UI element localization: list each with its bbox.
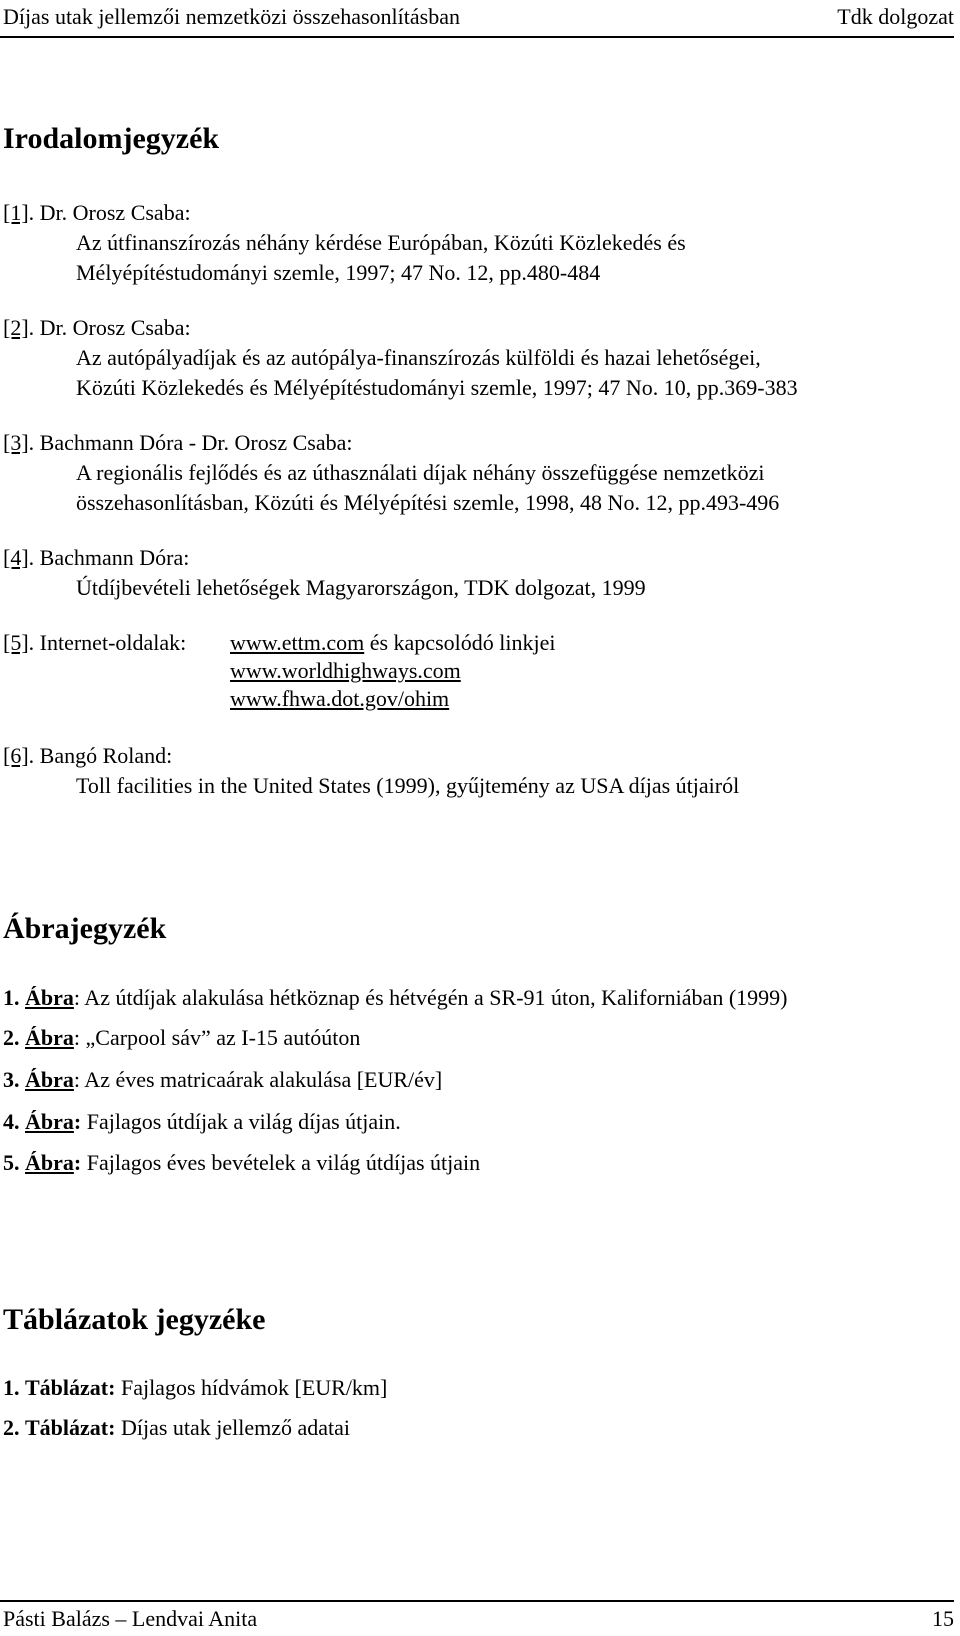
reference-5-link-row-1 [230,630,555,656]
reference-3-number: [3] [3,430,29,455]
reference-1-head [3,200,191,226]
reference-5-link-row-3 [230,686,449,712]
reference-1-line-1: Az útfinanszírozás néhány kérdése Európában, Közúti Közlekedés és [76,230,686,255]
figure-4-number: 4. [3,1109,20,1134]
reference-1-number: [1] [3,200,29,225]
table-1-number: 1. [3,1375,20,1400]
figure-1 [3,985,787,1011]
figure-2-sep: : [73,1025,81,1050]
figure-4-sep: : [73,1109,82,1134]
reference-4-author: . Bachmann Dóra: [28,545,190,570]
figures-heading: Ábrajegyzék [3,912,167,945]
figure-4 [3,1109,401,1135]
reference-3-author: . Bachmann Dóra - Dr. Orosz Csaba: [28,430,353,455]
link-ettm[interactable]: www.ettm.com [230,630,365,655]
figure-2 [3,1025,360,1051]
reference-1-author: . Dr. Orosz Csaba: [28,200,191,225]
figure-3-sep: : [73,1067,81,1092]
figure-1-label: Ábra [25,985,74,1010]
footer-authors: Pásti Balázs – Lendvai Anita [3,1606,258,1631]
reference-6-head [3,743,172,769]
reference-2-line-2: Közúti Közlekedés és Mélyépítéstudományi szemle, 1997; 47 No. 10, pp.369-383 [76,375,798,400]
figure-1-text: Az útdíjak alakulása hétköznap és hétvégén a SR-91 úton, Kaliforniában (1999) [80,985,788,1010]
figure-5 [3,1150,480,1176]
reference-2-number: [2] [3,315,29,340]
reference-6-number: [6] [3,743,29,768]
reference-2-author: . Dr. Orosz Csaba: [28,315,191,340]
reference-6-author: . Bangó Roland: [28,743,173,768]
page-number: 15 [932,1606,954,1631]
reference-4-head [3,545,189,571]
table-1-label: Táblázat: [25,1375,116,1400]
header-title: Díjas utak jellemzői nemzetközi összehasonlításban [3,4,460,29]
references-heading: Irodalomjegyzék [3,122,220,155]
reference-2-line-1: Az autópályadíjak és az autópálya-finanszírozás külföldi és hazai lehetőségei, [76,345,761,370]
table-2-text: Díjas utak jellemző adatai [115,1415,351,1440]
figure-5-label: Ábra [25,1150,74,1175]
tables-heading: Táblázatok jegyzéke [3,1303,266,1336]
link-fhwa[interactable]: www.fhwa.dot.gov/ohim [230,686,450,711]
reference-1-line-2: Mélyépítéstudományi szemle, 1997; 47 No. 12, pp.480-484 [76,260,601,285]
reference-4-number: [4] [3,545,29,570]
figure-3 [3,1067,442,1093]
figure-4-label: Ábra [25,1109,74,1134]
figure-3-text: Az éves matricaárak alakulása [EUR/év] [80,1067,443,1092]
figure-5-number: 5. [3,1150,20,1175]
page-header [0,0,954,38]
figure-3-label: Ábra [25,1067,74,1092]
figure-5-sep: : [73,1150,82,1175]
figure-1-number: 1. [3,985,20,1010]
figure-1-sep: : [73,985,81,1010]
reference-5-author: . Internet-oldalak: [28,630,187,655]
reference-6-line-1: Toll facilities in the United States (1999), gyűjtemény az USA díjas útjairól [76,773,740,798]
header-doc-type: Tdk dolgozat [837,4,954,29]
figure-2-number: 2. [3,1025,20,1050]
table-2-label: Táblázat: [25,1415,116,1440]
reference-5-link-row-2 [230,658,461,684]
table-2 [3,1415,350,1441]
figure-3-number: 3. [3,1067,20,1092]
reference-5-head [3,630,186,656]
reference-3-line-1: A regionális fejlődés és az úthasználati díjak néhány összefüggése nemzetközi [76,460,765,485]
page-footer [0,1600,954,1636]
figure-5-text: Fajlagos éves bevételek a világ útdíjas útjain [81,1150,481,1175]
reference-4-line-1: Útdíjbevételi lehetőségek Magyarországon, TDK dolgozat, 1999 [76,575,646,600]
reference-3-head [3,430,352,456]
reference-5-number: [5] [3,630,29,655]
table-2-number: 2. [3,1415,20,1440]
link-worldhighways[interactable]: www.worldhighways.com [230,658,461,683]
figure-2-text: „Carpool sáv” az I-15 autóúton [80,1025,361,1050]
reference-3-line-2: összehasonlításban, Közúti és Mélyépítési szemle, 1998, 48 No. 12, pp.493-496 [76,490,780,515]
figure-2-label: Ábra [25,1025,74,1050]
table-1-text: Fajlagos hídvámok [EUR/km] [115,1375,388,1400]
link-ettm-suffix: és kapcsolódó linkjei [364,630,556,655]
table-1 [3,1375,387,1401]
reference-2-head [3,315,191,341]
figure-4-text: Fajlagos útdíjak a világ díjas útjain. [81,1109,401,1134]
